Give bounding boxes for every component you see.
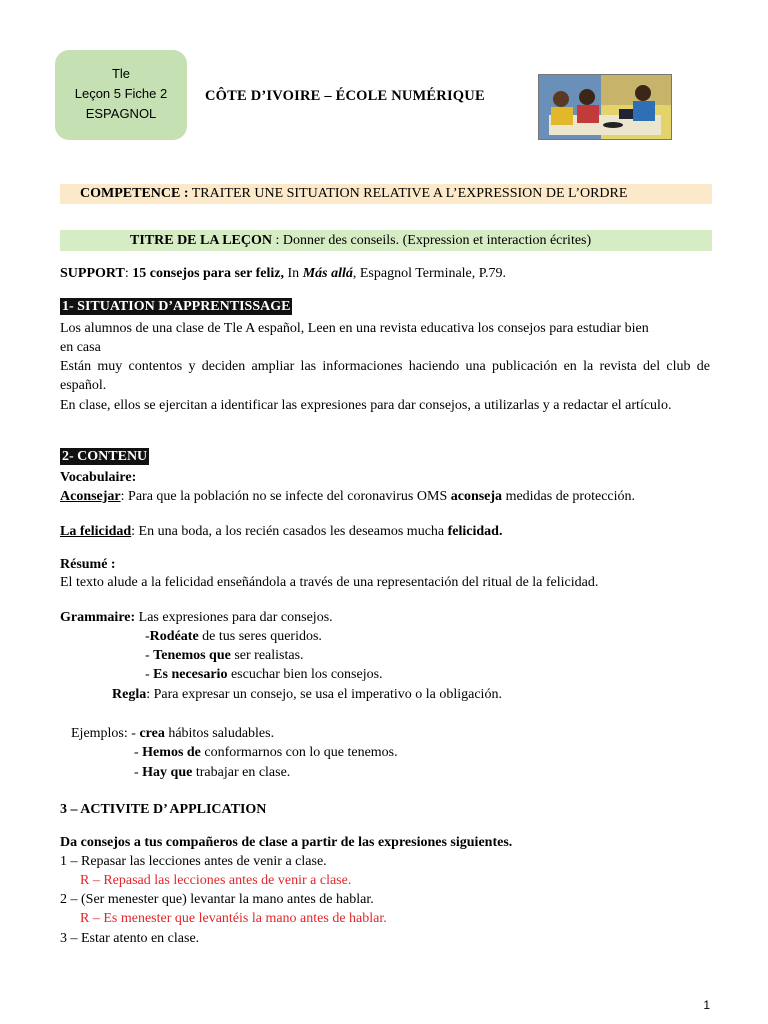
classroom-photo <box>538 74 672 140</box>
grammar-example-2-dash: - <box>145 648 154 663</box>
regla-line <box>112 685 502 704</box>
support-line <box>60 264 506 283</box>
answer-1-text: Repasad las lecciones antes de venir a clase. <box>99 873 352 888</box>
question-2-number: 2 – <box>60 892 78 907</box>
support-colon: : <box>124 266 133 281</box>
answer-2-label: R – <box>80 911 100 926</box>
badge-subject: ESPAGNOL <box>85 106 157 121</box>
grammar-example-1-rest: de tus seres queridos. <box>198 629 322 644</box>
question-2-text: (Ser menester que) levantar la mano antes de hablar. <box>77 892 374 907</box>
grammar-example-2 <box>145 646 304 665</box>
section3-heading-wrap <box>60 800 266 819</box>
section3-instruction: Da consejos a tus compañeros de clase a partir de las expresiones siguientes. <box>60 835 513 850</box>
lesson-title-bar <box>60 230 712 251</box>
section2-heading-wrap <box>60 448 149 465</box>
section1-paragraph-2: Están muy contentos y deciden ampliar las informaciones haciendo una publicación en la revista del club de español. <box>60 359 710 393</box>
section3-instruction-wrap <box>60 833 512 852</box>
ejemplo-3-dash: - <box>134 765 143 780</box>
question-2 <box>60 890 374 909</box>
ejemplo-3 <box>134 763 290 782</box>
ejemplo-2-rest: conformarnos con lo que tenemos. <box>200 745 398 760</box>
section1-heading-wrap <box>60 298 292 315</box>
grammar-example-3-rest: escuchar bien los consejos. <box>227 667 383 682</box>
question-1-text: Repasar las lecciones antes de venir a clase. <box>77 854 327 869</box>
page-header-title: CÔTE D’IVOIRE – ÉCOLE NUMÉRIQUE <box>205 88 485 104</box>
lesson-title-label: TITRE DE LA LEÇON <box>130 233 272 248</box>
grammar-example-1-dash: - <box>145 629 150 644</box>
support-label: SUPPORT <box>60 266 125 281</box>
grammar-example-3 <box>145 665 383 684</box>
competence-text: TRAITER UNE SITUATION RELATIVE A L’EXPRESSION DE L’ORDRE <box>188 186 628 201</box>
vocab-aconsejar-def: : Para que la población no se infecte del coronavirus OMS <box>120 489 451 504</box>
vocab-label-wrap <box>60 468 136 487</box>
grammaire-line <box>60 608 333 627</box>
competence-label: COMPETENCE : <box>80 186 189 201</box>
vocab-felicidad-bold: felicidad. <box>447 524 503 539</box>
answer-2 <box>80 909 387 928</box>
grammar-example-3-dash: - <box>145 667 154 682</box>
regla-text: : Para expresar un consejo, se usa el imperativo o la obligación. <box>146 687 502 702</box>
resume-text: El texto alude a la felicidad enseñándola a través de una representación del ritual de la felicidad. <box>60 575 599 590</box>
question-1-number: 1 – <box>60 854 78 869</box>
section1-paragraph-1: Los alumnos de una clase de Tle A español, Leen en una revista educativa los consejos para estudiar bien en casa <box>60 321 649 355</box>
section3-heading: 3 – ACTIVITE D’ APPLICATION <box>60 802 267 817</box>
ejemplos-label: Ejemplos: - <box>71 726 140 741</box>
lesson-title-text: : Donner des conseils. (Expression et interaction écrites) <box>271 233 592 248</box>
badge-level: Tle <box>111 66 131 81</box>
section1-heading: 1- SITUATION D’APPRENTISSAGE <box>62 299 291 314</box>
grammar-example-1 <box>145 627 322 646</box>
support-rest: , Espagnol Terminale, P.79. <box>352 266 507 281</box>
ejemplo-1-bold: crea <box>139 726 165 741</box>
support-in: In <box>284 266 303 281</box>
grammar-example-2-rest: ser realistas. <box>230 648 304 663</box>
support-book: Más allá <box>302 266 353 281</box>
resume-label: Résumé : <box>60 557 116 572</box>
vocab-felicidad-word: La felicidad <box>60 524 132 539</box>
question-3 <box>60 929 199 948</box>
section1-paragraph-3: En clase, ellos se ejercitan a identificar las expresiones para dar consejos, a utilizarlas y a redactar el artículo. <box>60 398 672 413</box>
ejemplo-2-bold: Hemos de <box>142 745 201 760</box>
vocab-label: Vocabulaire: <box>60 470 137 485</box>
question-3-text: Estar atento en clase. <box>77 931 200 946</box>
support-title: 15 consejos para ser feliz, <box>132 266 285 281</box>
answer-1-label: R – <box>80 873 100 888</box>
ejemplo-1-rest: hábitos saludables. <box>164 726 275 741</box>
vocab-felicidad <box>60 522 502 541</box>
vocab-aconsejar <box>60 487 635 506</box>
ejemplo-3-rest: trabajar en clase. <box>192 765 291 780</box>
grammaire-text: Las expresiones para dar consejos. <box>135 610 333 625</box>
grammaire-label: Grammaire: <box>60 610 136 625</box>
lesson-badge <box>55 50 187 140</box>
section2-heading: 2- CONTENU <box>62 449 148 464</box>
badge-lesson: Leçon 5 Fiche 2 <box>74 86 168 101</box>
answer-2-text: Es menester que levantéis la mano antes de hablar. <box>99 911 387 926</box>
grammar-example-1-bold: Rodéate <box>149 629 199 644</box>
question-3-number: 3 – <box>60 931 78 946</box>
grammar-example-3-bold: Es necesario <box>153 667 228 682</box>
question-1 <box>60 852 327 871</box>
vocab-aconsejar-bold: aconseja <box>450 489 503 504</box>
vocab-aconsejar-word: Aconsejar <box>60 489 121 504</box>
answer-1 <box>80 871 351 890</box>
vocab-felicidad-def: : En una boda, a los recién casados les deseamos mucha <box>131 524 448 539</box>
competence-bar <box>60 184 712 204</box>
ejemplo-3-bold: Hay que <box>142 765 193 780</box>
ejemplo-1 <box>71 724 274 743</box>
resume-label-wrap <box>60 555 116 574</box>
page-number: 1 <box>703 998 710 1012</box>
ejemplo-2 <box>134 743 398 762</box>
vocab-aconsejar-end: medidas de protección. <box>502 489 636 504</box>
grammar-example-2-bold: Tenemos que <box>153 648 231 663</box>
ejemplo-2-dash: - <box>134 745 143 760</box>
regla-label: Regla <box>112 687 147 702</box>
